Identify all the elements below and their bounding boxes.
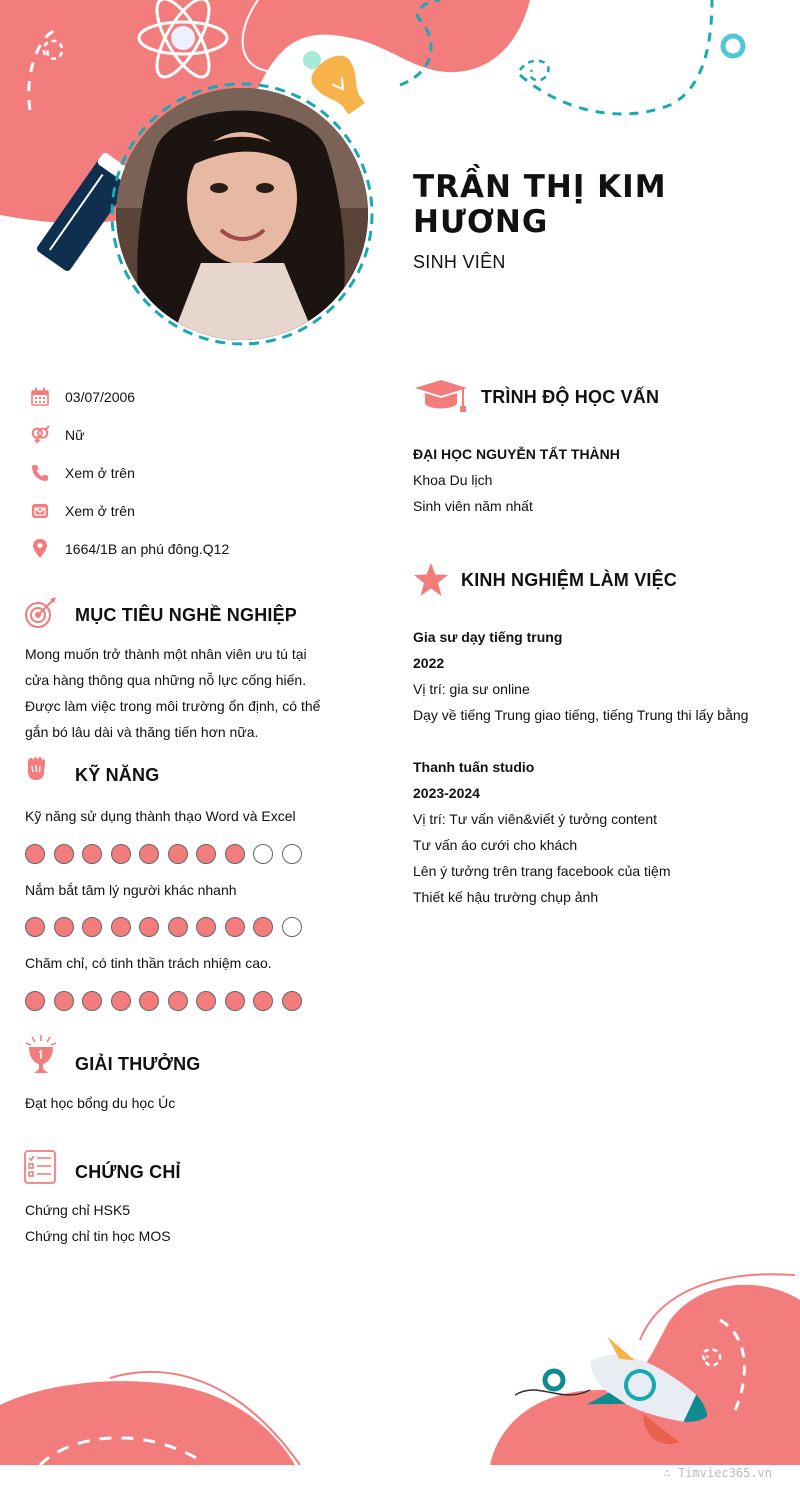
contact-email xyxy=(30,499,135,523)
gender-value: Nữ xyxy=(65,427,85,443)
rating-dot-filled xyxy=(253,917,273,937)
rating-dot-filled xyxy=(111,844,131,864)
email-value: Xem ở trên xyxy=(65,503,135,519)
footer-watermark: ∴ Timviec365.vn xyxy=(663,1466,772,1480)
certificates-list xyxy=(25,1197,171,1249)
job-line: Lên ý tưởng trên trang facebook của tiệm xyxy=(413,863,671,879)
job-line: Vị trí: gia sư online xyxy=(413,681,530,697)
rating-dot-filled xyxy=(25,844,45,864)
rating-dot-filled xyxy=(225,917,245,937)
job-line: Thiết kế hậu trường chụp ảnh xyxy=(413,889,599,905)
dashed-curve-right xyxy=(520,0,712,114)
location-pin-icon xyxy=(30,539,50,559)
rating-dot-filled xyxy=(82,844,102,864)
objective-line: gắn bó lâu dài và thăng tiến hơn nữa. xyxy=(25,724,259,740)
job-period: 2022 xyxy=(413,655,445,671)
rating-dot-filled xyxy=(54,844,74,864)
birthday-value: 03/07/2006 xyxy=(65,389,136,405)
objective-line: Mong muốn trở thành một nhân viên ưu tú tại xyxy=(25,646,307,662)
objective-text xyxy=(25,641,345,745)
school-name: ĐẠI HỌC NGUYỄN TẤT THÀNH xyxy=(413,446,620,462)
rating-dot-filled xyxy=(282,991,302,1011)
rating-dot-filled xyxy=(111,917,131,937)
rating-dot-filled xyxy=(54,991,74,1011)
awards-title: GIẢI THƯỞNG xyxy=(75,1054,201,1074)
rating-dot-filled xyxy=(139,991,159,1011)
raised-fist-icon xyxy=(24,754,48,784)
objective-title: MỤC TIÊU NGHỀ NGHIỆP xyxy=(75,605,298,625)
rating-dot-filled xyxy=(54,917,74,937)
rating-dot-filled xyxy=(196,991,216,1011)
rating-dot-filled xyxy=(111,991,131,1011)
experience-title: KINH NGHIỆM LÀM VIỆC xyxy=(461,570,678,590)
email-icon xyxy=(30,501,50,521)
job-line: Tư vấn áo cưới cho khách xyxy=(413,837,578,853)
graduation-cap-icon xyxy=(413,378,469,414)
candidate-name: TRẦN THỊ KIM HƯƠNG xyxy=(413,169,667,240)
contact-address xyxy=(30,537,229,561)
certificate-item: Chứng chỉ tin học MOS xyxy=(25,1228,171,1244)
rating-dot-empty xyxy=(282,917,302,937)
gender-icon xyxy=(30,425,50,445)
school-note: Sinh viên năm nhất xyxy=(413,498,533,514)
photo-dashed-ring xyxy=(110,82,374,346)
skill-rating xyxy=(25,917,302,937)
rating-dot-empty xyxy=(253,844,273,864)
education-title: TRÌNH ĐỘ HỌC VẤN xyxy=(481,387,660,407)
trophy-icon xyxy=(24,1033,58,1077)
rating-dot-filled xyxy=(25,917,45,937)
rating-dot-filled xyxy=(139,917,159,937)
rating-dot-filled xyxy=(168,917,188,937)
job-company: Thanh tuấn studio xyxy=(413,759,535,775)
skill-name: Nắm bắt tâm lý người khác nhanh xyxy=(25,882,237,898)
bottom-left-blob xyxy=(0,1381,295,1465)
rating-dot-filled xyxy=(82,991,102,1011)
rating-dot-filled xyxy=(253,991,273,1011)
skills-title: KỸ NĂNG xyxy=(75,765,160,785)
job-period: 2023-2024 xyxy=(413,785,480,801)
contact-gender xyxy=(30,423,84,447)
certificates-title: CHỨNG CHỈ xyxy=(75,1162,181,1182)
address-value: 1664/1B an phú đông.Q12 xyxy=(65,541,230,557)
objective-line: cửa hàng thông qua những nỗ lực cống hiến. xyxy=(25,672,307,688)
teal-ring-small xyxy=(545,1371,563,1389)
skill-rating xyxy=(25,991,302,1011)
watermark-text: Timviec365.vn xyxy=(678,1466,772,1480)
candidate-role: SINH VIÊN xyxy=(413,252,506,272)
job-entry xyxy=(413,624,783,728)
bulb-glow xyxy=(303,51,321,69)
target-icon xyxy=(24,597,58,631)
teal-ring xyxy=(723,36,743,56)
rating-dot-empty xyxy=(282,844,302,864)
job-line: Dạy về tiếng Trung giao tiếng, tiếng Trung thi lấy bằng xyxy=(413,707,749,723)
phone-value: Xem ở trên xyxy=(65,465,135,481)
skill-name: Chăm chỉ, có tinh thần trách nhiệm cao. xyxy=(25,955,272,971)
contact-birthday xyxy=(30,385,135,409)
job-company: Gia sư dạy tiếng trung xyxy=(413,629,563,645)
job-line: Vị trí: Tư vấn viên&viết ý tưởng content xyxy=(413,811,657,827)
education-details xyxy=(413,441,620,519)
job-entry xyxy=(413,754,783,910)
rating-dot-filled xyxy=(196,844,216,864)
checklist-icon xyxy=(24,1150,56,1184)
rating-dot-filled xyxy=(196,917,216,937)
rating-dot-filled xyxy=(25,991,45,1011)
rating-dot-filled xyxy=(168,844,188,864)
star-icon xyxy=(413,562,449,598)
calendar-icon xyxy=(30,387,50,407)
rating-dot-filled xyxy=(225,991,245,1011)
award-item: Đạt học bổng du học Úc xyxy=(25,1095,176,1111)
rating-dot-filled xyxy=(82,917,102,937)
rating-dot-filled xyxy=(139,844,159,864)
phone-icon xyxy=(30,463,50,483)
footer-decoration xyxy=(0,1260,800,1465)
rating-dot-filled xyxy=(168,991,188,1011)
skill-rating xyxy=(25,844,302,864)
school-major: Khoa Du lịch xyxy=(413,472,493,488)
contact-phone xyxy=(30,461,135,485)
skill-name: Kỹ năng sử dụng thành thạo Word và Excel xyxy=(25,808,296,824)
objective-line: Được làm việc trong môi trường ổn định, có thể xyxy=(25,698,321,714)
rating-dot-filled xyxy=(225,844,245,864)
certificate-item: Chứng chỉ HSK5 xyxy=(25,1202,131,1218)
